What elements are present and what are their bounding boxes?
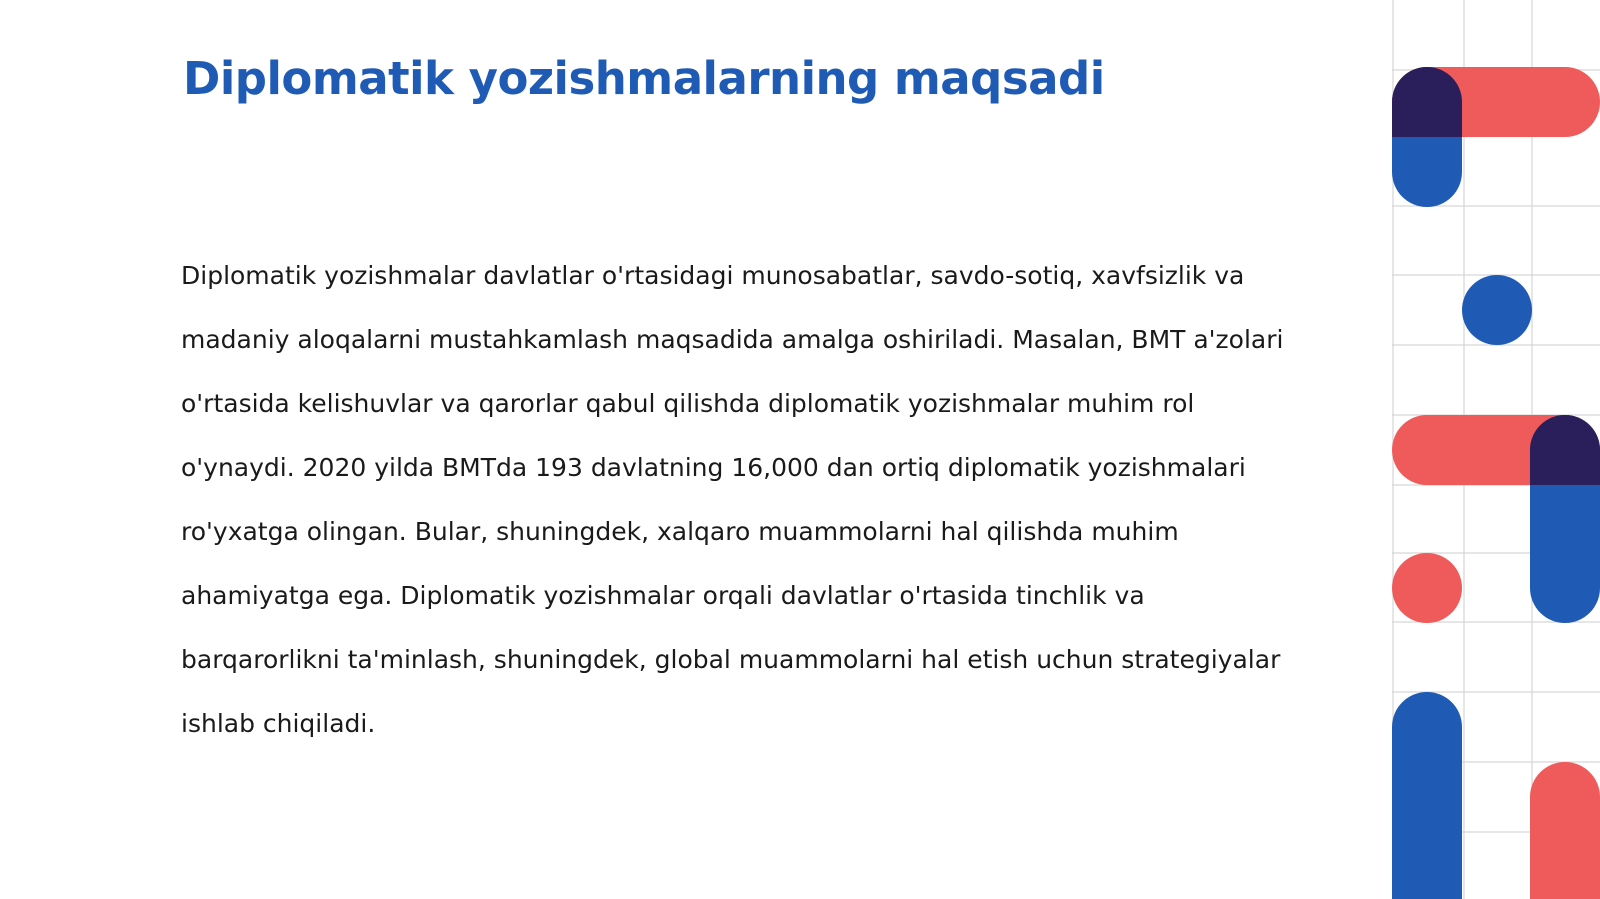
red-bottom-pill <box>1530 762 1600 899</box>
blue-bottom-pill <box>1392 692 1462 899</box>
slide-title: Diplomatik yozishmalarning maqsadi <box>183 52 1105 105</box>
decorative-shapes <box>1392 0 1600 899</box>
blue-circle <box>1462 275 1532 345</box>
navy-overlap-middle <box>1530 415 1600 485</box>
red-circle <box>1392 553 1462 623</box>
slide-body-text: Diplomatik yozishmalar davlatlar o'rtasidagi munosabatlar, savdo-sotiq, xavfsizlik va madaniy aloqalarni mustahkamlash maqsadida amalga oshiriladi. Masalan, BMT a'zolari o'rtasida kelishuvlar va qarorlar qabul qilishda diplomatik yozishmalar muhim rol o'ynaydi. 2020 yilda BMTda 193 davlatning 16,000 dan ortiq diplomatik yozishmalari ro'yxatga olingan. Bular, shuningdek, xalqaro muammolarni hal qilishda muhim ahamiyatga ega. Diplomatik yozishmalar orqali davlatlar o'rtasida tinchlik va barqarorlikni ta'minlash, shuningdek, global muammolarni hal etish uchun strategiyalar ishlab chiqiladi. <box>181 261 1284 738</box>
navy-overlap <box>1392 67 1462 137</box>
